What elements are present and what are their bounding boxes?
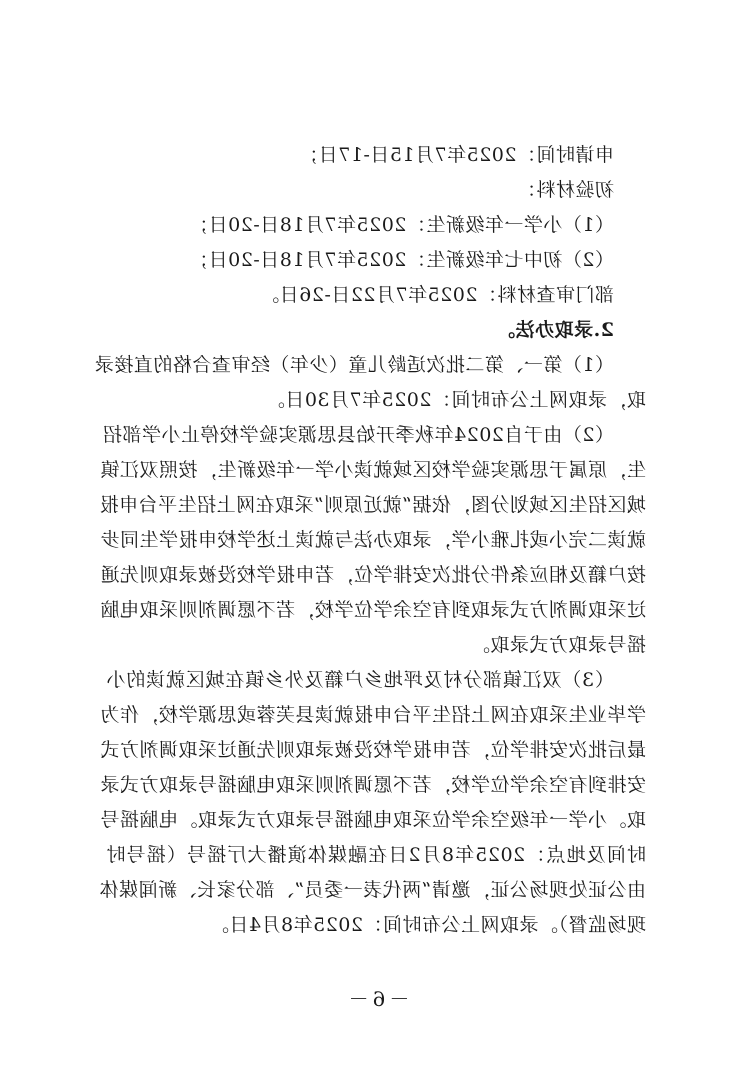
text-line: （1）小学一年级新生：2025年7月18日-20日；	[188, 214, 614, 236]
text-line: （2）由于自2024年秋季开始县思源实验学校停止小学部招	[102, 424, 614, 446]
text-line: 安排到有空余学位学校，若不愿调剂则采取电脑摇号录取方式录	[99, 774, 646, 796]
page-number: －6－	[344, 987, 410, 1011]
text-line: （2）初中七年级新生：2025年7月18日-20日；	[188, 249, 614, 271]
text-line: 最后批次安排学位，若申报学校没被录取则先通过采取调剂方式	[99, 739, 646, 761]
section-heading: 2.录取办法。	[495, 319, 614, 341]
text-line: 城区招生区域划分图，依据“就近原则”采取在网上招生平台申报	[99, 494, 646, 516]
text-line: 摇号录取方式录取。	[470, 634, 646, 656]
text-line: 申请时间：2025年7月15日-17日；	[298, 144, 614, 166]
text-line: 按户籍及相应条件分批次安排学位，若申报学校没被录取则先通	[99, 564, 646, 586]
text-line: 学毕业生采取在网上招生平台申报就读县芙蓉或思源学校，作为	[99, 704, 646, 726]
text-line: 取，录取网上公布时间：2025年7月30日。	[265, 389, 646, 411]
text-line: （3）双江镇部分村及坪地乡户籍及外乡镇在城区就读的小	[106, 669, 614, 691]
text-line: 部门审查材料：2025年7月22日-26日。	[259, 284, 614, 306]
text-line: 时间及地点：2025年8月2日在融媒体演播大厅摇号（摇号时	[106, 844, 646, 866]
text-line: 由公证处现场公证，邀请“两代表一委员”、部分家长、新闻媒体	[99, 879, 646, 901]
text-line: 就读二完小或扎雅小学，录取办法与就读上述学校申报学生同步	[99, 529, 646, 551]
text-line: 过采取调剂方式录取到有空余学位学校，若不愿调剂则采取电脑	[99, 599, 646, 621]
text-line: 现场监督）。录取网上公布时间：2025年8月4日。	[209, 914, 646, 936]
text-line: （1）第一、第二批次适龄儿童（少年）经审查合格的直接录	[94, 354, 614, 376]
text-line: 取。小学一年级空余学位采取电脑摇号录取方式录取。电脑摇号	[99, 809, 646, 831]
text-line: 生，原属于思源实验学校区域就读小学一年级新生，按照双江镇	[99, 459, 646, 481]
text-line: 初验材料：	[516, 179, 614, 201]
